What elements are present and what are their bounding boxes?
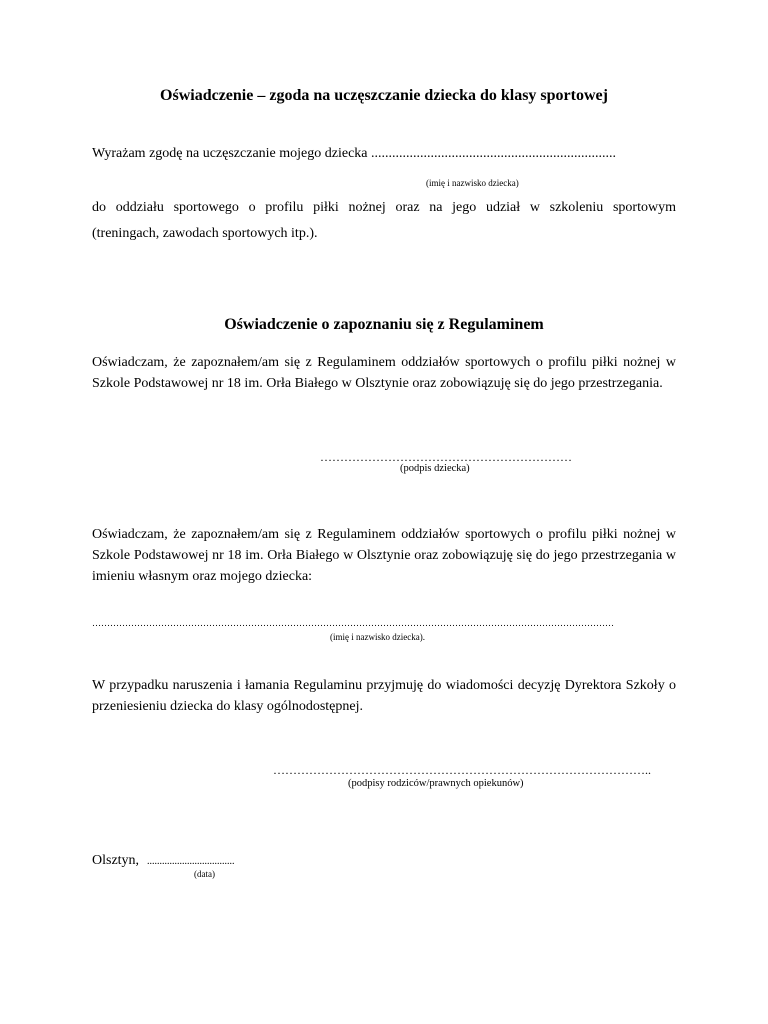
parents-signature-caption: (podpisy rodziców/prawnych opiekunów): [348, 778, 524, 789]
statement-child: Oświadczam, że zapoznałem/am się z Regulaminem oddziałów sportowych o profilu piłki nożnej w Szkole Podstawowej nr 18 im. Orła Białego w Olsztynie oraz zobowiązuję się do jego przestrzegania.: [92, 355, 676, 391]
place-label: Olsztyn,: [92, 853, 140, 868]
child-signature-caption: (podpis dziecka): [400, 463, 470, 474]
consent-continuation-line2: (treningach, zawodach sportowych itp.).: [92, 226, 318, 241]
date-line: ...................................: [147, 856, 235, 867]
date-caption: (data): [194, 869, 215, 879]
child-signature-line: ………………………………………………………: [320, 450, 572, 464]
statement-consequences: W przypadku naruszenia i łamania Regulaminu przyjmuję do wiadomości decyzję Dyrektora Szkoły o przeniesieniu dziecka do klasy ogólnodostępnej.: [92, 678, 676, 714]
statement-parent: Oświadczam, że zapoznałem/am się z Regulaminem oddziałów sportowych o profilu piłki nożnej w Szkole Podstawowej nr 18 im. Orła Białego w Olsztynie oraz zobowiązuję się do jego przestrzegania w imieniu własnym oraz mojego dziecka:: [92, 527, 676, 584]
child-name-caption: (imię i nazwisko dziecka).: [330, 632, 425, 642]
regulation-title: Oświadczenie o zapoznaniu się z Regulaminem: [224, 316, 544, 333]
consent-title: Oświadczenie – zgoda na uczęszczanie dziecka do klasy sportowej: [160, 87, 608, 104]
child-name-line: …………………………………………………………………………………………………………………………………………………………: [92, 618, 614, 628]
parents-signature-line: …………………………………………………………………………………..: [273, 763, 651, 777]
consent-name-caption: (imię i nazwisko dziecka): [426, 178, 519, 188]
consent-continuation-line1: do oddziału sportowego o profilu piłki nożnej oraz na jego udział w szkoleniu sportowym: [92, 200, 676, 215]
consent-line: Wyrażam zgodę na uczęszczanie mojego dziecka ......................................................................: [92, 146, 616, 161]
